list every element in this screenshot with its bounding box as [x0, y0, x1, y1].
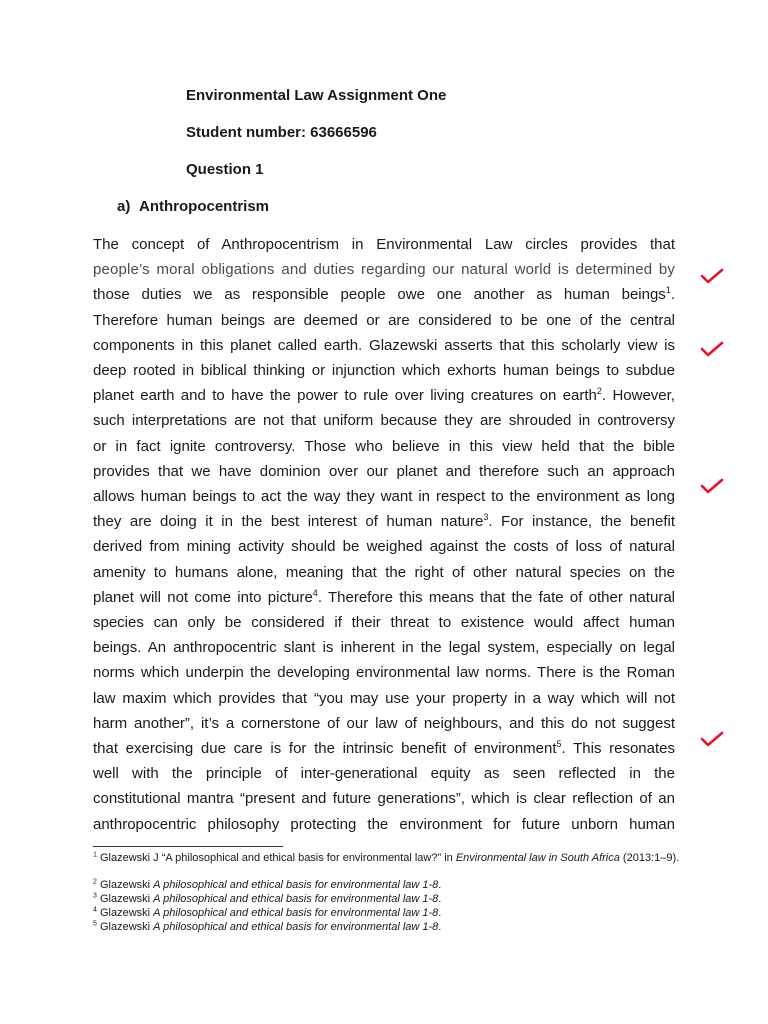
- footnote-3: [93, 893, 683, 905]
- checkmark-icon: [700, 267, 724, 285]
- body-line-text: . Therefore this means that the fate of other natural: [317, 588, 675, 606]
- body-line-text: species can only be considered if their threat to existence would affect human: [93, 614, 675, 631]
- body-line: [93, 689, 675, 709]
- body-line-text: planet earth and to have the power to rule over living creatures on earth: [93, 387, 597, 405]
- body-line: [93, 336, 675, 356]
- body-line: [93, 815, 675, 835]
- body-line: [93, 663, 675, 683]
- footnote-number: 5: [93, 920, 97, 928]
- question-heading: Question 1: [186, 161, 264, 178]
- footnote-text: Glazewski: [99, 879, 154, 891]
- body-line-text: such interpretations are not that uniform because they are shrouded in controversy: [93, 412, 675, 430]
- body-line-text: . However,: [601, 387, 675, 405]
- section-title: Anthropocentrism: [139, 198, 270, 215]
- body-line: [93, 487, 675, 507]
- body-line-text: anthropocentric philosophy protecting the environment for future unborn human: [93, 815, 675, 833]
- footnote-italic: A philosophical and ethical basis for environmental law 1-8: [153, 907, 439, 919]
- body-line-text: provides that we have dominion over our planet and therefore such an approach: [93, 462, 675, 480]
- body-line-text: those duties we as responsible people owe one another as human beings: [93, 286, 666, 304]
- body-line-text: that exercising due care is for the intrinsic benefit of environment: [93, 740, 557, 757]
- footnote-number: 2: [93, 878, 97, 886]
- body-line-text: law maxim which provides that “you may use your property in a way which will not: [93, 689, 675, 707]
- footnote-5: [93, 921, 683, 933]
- body-line-text: .: [670, 286, 675, 304]
- footnote-reference: 5: [556, 739, 562, 749]
- body-line: [93, 411, 675, 431]
- body-line-text: constitutional mantra “present and future generations”, which is clear reflection of an: [93, 790, 675, 808]
- body-line-text: . This resonates: [561, 740, 675, 757]
- footnote-4: [93, 907, 683, 919]
- footnote-1: [93, 852, 683, 864]
- body-line: [93, 588, 675, 608]
- footnote-2: [93, 879, 683, 891]
- body-line-text: well with the principle of inter-generational equity as seen reflected in the: [93, 765, 675, 783]
- body-line: [93, 311, 675, 331]
- assignment-title: Environmental Law Assignment One: [186, 87, 447, 104]
- footnote-text: Glazewski: [99, 907, 154, 919]
- body-line-text: derived from mining activity should be weighed against the costs of loss of natural: [93, 538, 675, 556]
- body-line: [93, 563, 675, 583]
- footnote-reference: 3: [483, 512, 489, 523]
- body-line: [93, 386, 675, 406]
- checkmark-icon: [700, 730, 724, 748]
- body-line: [93, 537, 675, 557]
- footnote-number: 3: [93, 892, 97, 900]
- body-line-text: people’s moral obligations and duties regarding our natural world is determined by: [93, 261, 675, 279]
- footnote-italic: Environmental law in South Africa: [455, 852, 620, 864]
- footnote-italic: A philosophical and ethical basis for environmental law 1-8: [153, 879, 439, 891]
- body-line: [93, 789, 675, 809]
- body-line: [93, 764, 675, 784]
- footnote-separator: [93, 846, 283, 847]
- footnote-tail: .: [438, 893, 442, 905]
- footnote-reference: 1: [665, 285, 671, 296]
- body-line-text: deep rooted in biblical thinking or injunction which exhorts human beings to subdue: [93, 362, 675, 379]
- body-line: [93, 739, 675, 759]
- body-line: [93, 638, 675, 658]
- body-line: [93, 285, 675, 305]
- body-line: [93, 462, 675, 482]
- section-marker: a): [117, 198, 131, 215]
- footnote-text: Glazewski: [99, 921, 154, 933]
- body-line-text: The concept of Anthropocentrism in Environmental Law circles provides that: [93, 236, 675, 253]
- body-line: [93, 437, 675, 457]
- body-line-text: Therefore human beings are deemed or are considered to be one of the central: [93, 311, 675, 329]
- footnote-tail: (2013:1–9).: [619, 852, 680, 864]
- body-line-text: or in fact ignite controversy. Those who believe in this view held that the bible: [93, 437, 675, 455]
- body-line: [93, 260, 675, 280]
- body-line-text: they are doing it in the best interest of human nature: [93, 513, 484, 531]
- body-line: [93, 714, 675, 734]
- body-line-text: planet will not come into picture: [93, 588, 313, 606]
- body-line-text: harm another”, it’s a cornerstone of our law of neighbours, and this do not suggest: [93, 714, 675, 732]
- footnote-reference: 4: [312, 587, 318, 598]
- body-line-text: amenity to humans alone, meaning that the right of other natural species on the: [93, 563, 675, 581]
- checkmark-icon: [700, 340, 724, 358]
- footnote-reference: 2: [596, 386, 602, 397]
- checkmark-icon: [700, 477, 724, 495]
- footnote-tail: .: [438, 907, 442, 919]
- body-line: [93, 361, 675, 381]
- body-line-text: components in this planet called earth. Glazewski asserts that this scholarly view is: [93, 336, 675, 354]
- footnote-text: Glazewski: [99, 893, 154, 905]
- footnote-italic: A philosophical and ethical basis for environmental law 1-8: [153, 893, 439, 905]
- footnote-text: Glazewski J “A philosophical and ethical basis for environmental law?” in: [99, 852, 456, 864]
- body-line-text: beings. An anthropocentric slant is inherent in the legal system, especially on legal: [93, 639, 675, 657]
- footnote-tail: .: [438, 921, 442, 933]
- student-number: Student number: 63666596: [186, 124, 377, 141]
- body-line: [93, 613, 675, 633]
- footnote-tail: .: [438, 879, 442, 891]
- body-line-text: norms which underpin the developing environmental law norms. There is the Roman: [93, 664, 675, 682]
- body-line: [93, 512, 675, 532]
- body-line-text: . For instance, the benefit: [488, 513, 676, 531]
- body-line: [93, 235, 675, 255]
- body-line-text: allows human beings to act the way they want in respect to the environment as long: [93, 488, 675, 505]
- footnote-number: 4: [93, 906, 97, 914]
- section-heading: [117, 198, 269, 216]
- footnote-number: 1: [93, 851, 97, 859]
- footnote-italic: A philosophical and ethical basis for environmental law 1-8: [153, 921, 439, 933]
